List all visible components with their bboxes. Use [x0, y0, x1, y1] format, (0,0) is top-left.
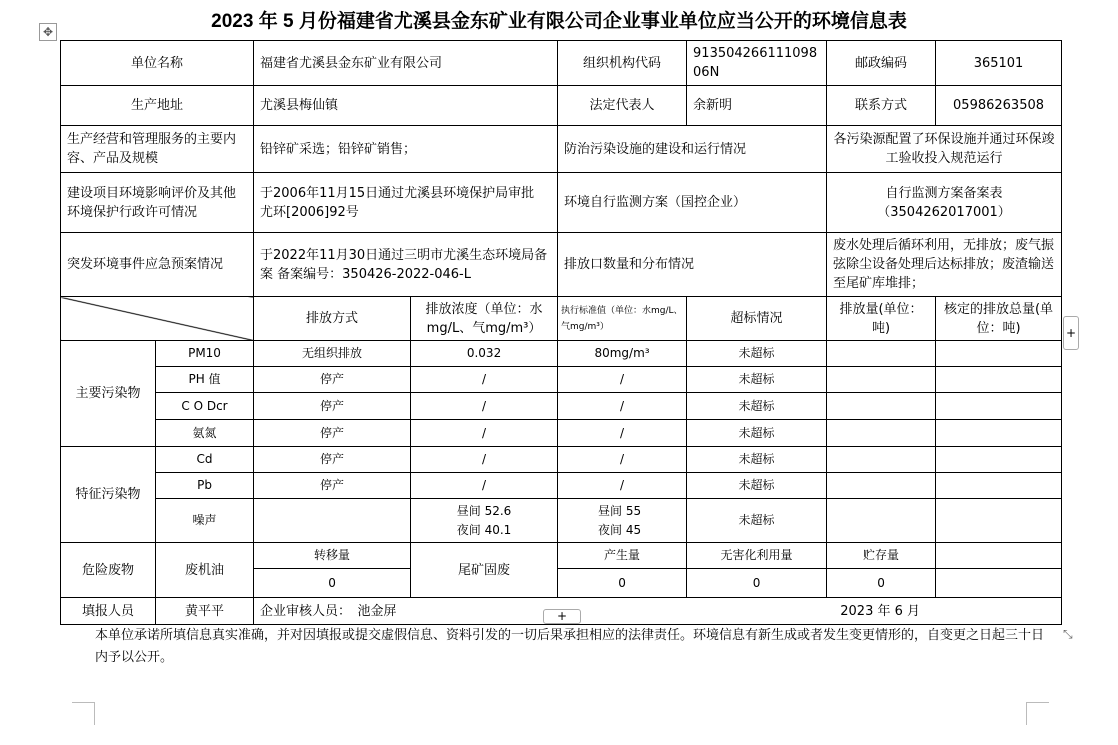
emergency-label: 突发环境事件应急预案情况 [61, 233, 254, 297]
pollutant-amount[interactable] [827, 341, 936, 367]
header-method: 排放方式 [254, 297, 411, 341]
emergency[interactable]: 于2022年11月30日通过三明市尤溪生态环境局备案 备案编号：350426-2022-046-L [254, 233, 558, 297]
pollutant-standard[interactable]: / [558, 447, 687, 473]
pollutant-exceed[interactable]: 未超标 [687, 367, 827, 393]
pollutant-exceed[interactable]: 未超标 [687, 473, 827, 499]
legal-rep[interactable]: 余新明 [687, 86, 827, 126]
reviewer: 企业审核人员： 池金屏 [260, 603, 397, 619]
pollutant-approved[interactable] [936, 420, 1062, 447]
tailings-label: 尾矿固废 [411, 543, 558, 598]
main-pollutants-label: 主要污染物 [61, 341, 156, 447]
pollutant-name: 噪声 [156, 499, 254, 543]
pollutant-concentration[interactable]: / [411, 420, 558, 447]
pollutant-method[interactable]: 停产 [254, 420, 411, 447]
add-row-icon[interactable]: + [543, 609, 581, 624]
pollutant-name: C O Dcr [156, 393, 254, 420]
hazard-item: 废机油 [156, 543, 254, 598]
pollutant-approved[interactable] [936, 393, 1062, 420]
postal-label: 邮政编码 [827, 41, 936, 86]
pollutant-name: Cd [156, 447, 254, 473]
pollutant-method[interactable]: 停产 [254, 393, 411, 420]
monitor-label: 环境自行监测方案（国控企业） [558, 173, 827, 233]
produce-value[interactable]: 0 [558, 569, 687, 598]
pollutant-approved[interactable] [936, 473, 1062, 499]
pollutant-amount[interactable] [827, 367, 936, 393]
page-corner-mark [1026, 702, 1049, 725]
pollutant-amount[interactable] [827, 499, 936, 543]
pollutant-approved[interactable] [936, 341, 1062, 367]
add-column-icon[interactable]: + [1063, 316, 1079, 350]
table-move-handle-icon[interactable]: ✥ [39, 23, 57, 41]
environmental-info-table [60, 40, 1062, 625]
pollutant-standard[interactable]: / [558, 420, 687, 447]
transfer-value[interactable]: 0 [254, 569, 411, 598]
pollutant-concentration[interactable]: / [411, 393, 558, 420]
report-date: 2023 年 6 月 [840, 603, 921, 619]
empty-cell[interactable] [936, 543, 1062, 569]
header-exceed: 超标情况 [687, 297, 827, 341]
pollutant-concentration[interactable]: / [411, 447, 558, 473]
header-amount: 排放量(单位：吨) [827, 297, 936, 341]
pollutant-name: Pb [156, 473, 254, 499]
pollutant-concentration[interactable]: / [411, 473, 558, 499]
business-label: 生产经营和管理服务的主要内容、产品及规模 [61, 126, 254, 173]
document-title: 2023 年 5 月份福建省尤溪县金东矿业有限公司企业事业单位应当公开的环境信息表 [211, 11, 907, 32]
noise-day: 昼间 52.6 [456, 503, 512, 518]
header-standard: 执行标准值（单位：水mg/L、气mg/m³） [558, 297, 687, 341]
pollutant-amount[interactable] [827, 473, 936, 499]
pollutant-standard[interactable] [558, 499, 687, 543]
page-corner-mark [72, 702, 95, 725]
noise-night: 夜间 40.1 [456, 522, 512, 537]
empty-cell[interactable] [936, 569, 1062, 598]
postal[interactable]: 365101 [936, 41, 1062, 86]
pollutant-method[interactable]: 停产 [254, 447, 411, 473]
facility[interactable]: 各污染源配置了环保设施并通过环保竣工验收投入规范运行 [827, 126, 1062, 173]
pollutant-approved[interactable] [936, 447, 1062, 473]
pollutant-amount[interactable] [827, 420, 936, 447]
facility-label: 防治污染设施的建设和运行情况 [558, 126, 827, 173]
pollutant-method[interactable]: 停产 [254, 367, 411, 393]
contact-label: 联系方式 [827, 86, 936, 126]
pollutant-name: PM10 [156, 341, 254, 367]
diagonal-header-cell [61, 297, 254, 341]
contact[interactable]: 05986263508 [936, 86, 1062, 126]
storage-value[interactable]: 0 [827, 569, 936, 598]
harmless-label: 无害化利用量 [687, 543, 827, 569]
pollutant-exceed[interactable]: 未超标 [687, 447, 827, 473]
pollutant-exceed[interactable]: 未超标 [687, 499, 827, 543]
pollutant-concentration[interactable]: 0.032 [411, 341, 558, 367]
pollutant-standard[interactable]: / [558, 393, 687, 420]
pollutant-standard[interactable]: 80mg/m³ [558, 341, 687, 367]
harmless-value[interactable]: 0 [687, 569, 827, 598]
pollutant-name: PH 值 [156, 367, 254, 393]
pollutant-approved[interactable] [936, 367, 1062, 393]
business[interactable]: 铅锌矿采选；铅锌矿销售； [254, 126, 558, 173]
noise-std-day: 昼间 55 [598, 503, 642, 518]
document-body [60, 40, 1073, 669]
outlet[interactable]: 废水处理后循环利用，无排放；废气振弦除尘设备处理后达标排放；废渣输送至尾矿库堆排； [827, 233, 1062, 297]
pollutant-approved[interactable] [936, 499, 1062, 543]
monitor-line1: 自行监测方案备案表 [885, 185, 1003, 201]
unit-name-label: 单位名称 [61, 41, 254, 86]
header-approved: 核定的排放总量(单位：吨) [936, 297, 1062, 341]
noise-std-night: 夜间 45 [598, 522, 642, 537]
address-label: 生产地址 [61, 86, 254, 126]
produce-label: 产生量 [558, 543, 687, 569]
org-code-label: 组织机构代码 [558, 41, 687, 86]
pollutant-exceed[interactable]: 未超标 [687, 341, 827, 367]
pollutant-exceed[interactable]: 未超标 [687, 393, 827, 420]
filler[interactable]: 黄平平 [156, 598, 254, 625]
outlet-label: 排放口数量和分布情况 [558, 233, 827, 297]
monitor[interactable] [827, 173, 1062, 233]
pollutant-concentration[interactable]: / [411, 367, 558, 393]
address[interactable]: 尤溪县梅仙镇 [254, 86, 558, 126]
pollutant-method[interactable]: 无组织排放 [254, 341, 411, 367]
transfer-label: 转移量 [254, 543, 411, 569]
pollutant-method[interactable]: 停产 [254, 473, 411, 499]
table-resize-icon[interactable]: ⤡ [1063, 627, 1073, 641]
header-concentration: 排放浓度（单位：水mg/L、气mg/m³） [411, 297, 558, 341]
storage-label: 贮存量 [827, 543, 936, 569]
pollutant-exceed[interactable]: 未超标 [687, 420, 827, 447]
legal-rep-label: 法定代表人 [558, 86, 687, 126]
org-code[interactable]: 91350426611109806N [687, 41, 827, 86]
pollutant-concentration[interactable] [411, 499, 558, 543]
pollutant-amount[interactable] [827, 393, 936, 420]
pollutant-standard[interactable]: / [558, 473, 687, 499]
special-pollutants-label: 特征污染物 [61, 447, 156, 543]
eia-label: 建设项目环境影响评价及其他环境保护行政许可情况 [61, 173, 254, 233]
hazard-label: 危险废物 [61, 543, 156, 598]
pollutant-method[interactable] [254, 499, 411, 543]
pollutant-standard[interactable]: / [558, 367, 687, 393]
reviewer-cell[interactable] [254, 598, 1062, 625]
eia[interactable]: 于2006年11月15日通过尤溪县环境保护局审批 尤环[2006]92号 [254, 173, 558, 233]
commitment-note: 本单位承诺所填信息真实准确，并对因填报或提交虚假信息、资料引发的一切后果承担相应的法律责任。环境信息有新生成或者发生变更情形的，自变更之日起三十日内予以公开。 [95, 628, 1045, 665]
unit-name[interactable]: 福建省尤溪县金东矿业有限公司 [254, 41, 558, 86]
filler-label: 填报人员 [61, 598, 156, 625]
monitor-line2: （3504262017001） [877, 204, 1011, 220]
pollutant-name: 氨氮 [156, 420, 254, 447]
pollutant-amount[interactable] [827, 447, 936, 473]
